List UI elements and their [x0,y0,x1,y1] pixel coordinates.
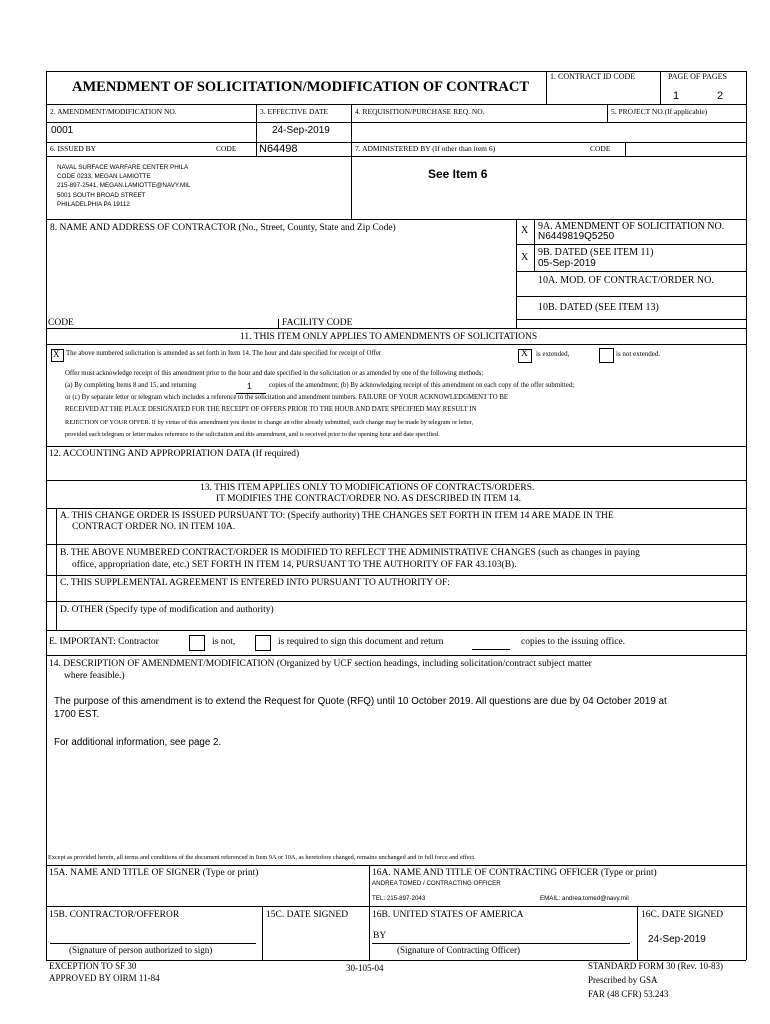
item-9a-value: N6449819Q5250 [538,231,615,242]
rule [278,319,279,328]
item-14-label: 14. DESCRIPTION OF AMENDMENT/MODIFICATION (Organized by UCF section headings, including solicitation/contract subject matter [49,659,592,669]
amendment-no-label: 2. AMENDMENT/MODIFICATION NO. [50,107,177,116]
administered-by-label: 7. ADMINISTERED BY (If other than item 6) [355,144,496,153]
issuer-line: NAVAL SURFACE WARFARE CENTER PHILA [57,164,189,171]
admin-code-label: CODE [590,144,611,153]
page-number: 1 [673,90,680,102]
contractor-is-not-checkbox[interactable] [189,635,205,651]
item-11-text: provided each telegram or letter makes reference to the solicitation and this amendment, and is received prior to the opening hour and date specified. [65,431,440,438]
footer-exception: EXCEPTION TO SF 30 [49,961,137,971]
footer-form-number: 30-105-04 [346,963,384,973]
rule [46,575,746,576]
rule [46,142,746,143]
item-14-label: where feasible.) [64,671,125,681]
item-16a-label: 16A. NAME AND TITLE OF CONTRACTING OFFICER (Type or print) [372,868,657,878]
contracting-officer-tel: TEL: 215-897-2043 [372,895,426,902]
contractor-code-label: CODE [48,318,74,328]
item-9b-x-mark: X [521,252,529,263]
item-9b-value: 05-Sep-2019 [538,258,596,269]
item-11-text: REJECTION OF YOUR OFFER. If by virtue of this amendment you desire to change an offer already submitted, such change may be made by telegram or letter, [65,419,474,426]
rule [46,71,47,960]
extended-label: is extended, [536,350,570,358]
is-not-label: is not, [212,637,236,647]
rule [660,71,661,104]
acknowledgment-copies-value: 1 [247,381,252,391]
contracting-officer-name: ANDREA TOMED / CONTRACTING OFFICER [372,880,501,887]
footer-standard-form: STANDARD FORM 30 (Rev. 10-83) [588,961,723,971]
footer-far: FAR (48 CFR) 53.243 [588,989,669,999]
effective-date-value: 24-Sep-2019 [272,125,330,136]
rule [637,906,638,960]
contractor-signature-caption: (Signature of person authorized to sign) [69,945,213,955]
item-11-text: RECEIVED AT THE PLACE DESIGNATED FOR THE RECEIPT OF OFFERS PRIOR TO THE HOUR AND DATE SPECIFIED MAY RESULT IN [65,406,477,413]
item-11-text: Offer must acknowledge receipt of this amendment prior to the hour and date specified in the solicitation or as amended by one of the following methods: [65,370,484,377]
rule [546,71,547,104]
item-16c-label: 16C. DATE SIGNED [641,910,724,920]
contractor-label: 8. NAME AND ADDRESS OF CONTRACTOR (No., Street, County, State and Zip Code) [50,223,396,233]
requisition-label: 4. REQUISITION/PURCHASE REQ. NO. [355,107,485,116]
rule [46,480,746,481]
rule [46,446,746,447]
issued-by-label: 6. ISSUED BY [50,144,97,153]
rule [46,122,746,123]
item-11-line: The above numbered solicitation is amended as set forth in Item 14. The hour and date specified for receipt of Offer [66,350,382,357]
item-13d-text: D. OTHER (Specify type of modification and authority) [60,605,274,615]
item-13b-text: office, appropriation date, etc.) SET FORTH IN ITEM 14, PURSUANT TO THE AUTHORITY OF FAR 43.103(B). [72,560,517,570]
rule [516,219,517,328]
contractor-is-required-checkbox[interactable] [255,635,271,651]
item-9a-x-mark: X [521,225,529,236]
issued-code-label: CODE [216,144,237,153]
item-11-title: 11. THIS ITEM ONLY APPLIES TO AMENDMENTS OF SOLICITATIONS [240,332,538,342]
rule [46,630,746,631]
rule [56,508,57,630]
project-no-label: 5. PROJECT NO.(If applicable) [611,107,708,116]
issuer-line: 5001 SOUTH BROAD STREET [57,192,146,199]
officer-signature-line[interactable] [372,943,630,944]
page-count: 2 [717,90,724,102]
not-extended-label: is not extended. [616,350,661,358]
see-item-6: See Item 6 [428,167,488,181]
item-e-label: E. IMPORTANT: Contractor [49,637,159,647]
amendment-no-value: 0001 [51,125,74,136]
copies-to-return-blank[interactable] [472,649,510,650]
effective-date-label: 3. EFFECTIVE DATE [260,107,329,116]
amendment-description: The purpose of this amendment is to extend the Request for Quote (RFQ) until 10 October 2019. All questions are due by 04 October 2019 at [54,696,667,707]
issuer-line: CODE 0233, MEGAN LAMIOTTE [57,173,151,180]
rule [46,71,746,72]
rule [516,244,746,245]
rule [516,296,746,297]
rule [262,906,263,960]
item-13a-text: A. THIS CHANGE ORDER IS ISSUED PURSUANT TO: (Specify authority) THE CHANGES SET FORTH IN ITEM 14 ARE MADE IN THE [60,511,614,521]
rule [46,655,746,656]
amendment-description: For additional information, see page 2. [54,737,222,748]
rule [625,142,626,156]
item-10a-label: 10A. MOD. OF CONTRACT/ORDER NO. [538,275,714,286]
item-13c-text: C. THIS SUPPLEMENTAL AGREEMENT IS ENTERED INTO PURSUANT TO AUTHORITY OF: [60,578,450,588]
rule [534,219,535,271]
rule [46,344,746,345]
rule [369,865,370,960]
rule [46,865,746,866]
extended-x-mark: X [521,349,528,359]
item-11-text: (a) By completing Items 8 and 15, and returning [65,382,197,389]
contract-id-code-label: 1. CONTRACT ID CODE [550,72,636,81]
copies-label: copies to the issuing office. [521,637,626,647]
item-9a-label: 9A. AMENDMENT OF SOLICITATION NO. [538,221,725,232]
item-13b-text: B. THE ABOVE NUMBERED CONTRACT/ORDER IS MODIFIED TO REFLECT THE ADMINISTRATIVE CHANGES (such as changes in paying [60,548,640,558]
form-title: AMENDMENT OF SOLICITATION/MODIFICATION OF CONTRACT [72,79,530,95]
solicitation-amended-x-mark: X [53,349,60,359]
amendment-description: 1700 EST. [54,709,100,720]
item-15c-label: 15C. DATE SIGNED [266,910,349,920]
item-12-label: 12. ACCOUNTING AND APPROPRIATION DATA (If required) [49,449,300,459]
rule [351,104,352,219]
officer-signature-caption: (Signature of Contracting Officer) [397,945,521,955]
page-of-pages-label: PAGE OF PAGES [668,72,727,81]
rule [256,142,257,156]
rule [516,271,746,272]
item-13-subtitle: IT MODIFIES THE CONTRACT/ORDER NO. AS DESCRIBED IN ITEM 14. [216,494,521,504]
by-label: BY [373,931,387,941]
is-required-label: is required to sign this document and return [278,637,444,647]
issuer-line: 215-897-2541, MEGAN.LAMIOTTE@NAVY.MIL [57,182,191,189]
rule [516,319,746,320]
contracting-officer-email: EMAIL: andrea.tomed@navy.mil [540,895,629,902]
item-10b-label: 10B. DATED (SEE ITEM 13) [538,302,659,313]
footer-prescribed: Prescribed by GSA [588,975,658,985]
item-13a-text: CONTRACT ORDER NO. IN ITEM 10A. [72,522,236,532]
rule [46,156,746,157]
item-9b-label: 9B. DATED (SEE ITEM 11) [538,247,654,258]
rule [46,328,746,329]
issuer-line: PHILADELPHIA PA 19112 [57,201,130,208]
item-11-text: copies of the amendment; (b) By acknowledging receipt of this amendment on each copy of the offer submitted; [269,382,575,389]
rule [256,104,257,142]
rule [46,601,746,602]
rule [46,544,746,545]
footer-approved: APPROVED BY OIRM 11-84 [49,973,160,983]
item-15b-label: 15B. CONTRACTOR/OFFEROR [49,910,180,920]
terms-unchanged-note: Except as provided herein, all terms and conditions of the document referenced in Item 9A or 10A, as heretofore changed, remains unchanged and in full force and effect. [48,854,476,861]
item-15a-label: 15A. NAME AND TITLE OF SIGNER (Type or print) [49,868,259,878]
rule [46,508,746,509]
item-11-text: or (c) By separate letter or telegram which includes a reference to the solicitation and amendment numbers. FAILURE OF YOUR ACKNOWLEDGMENT TO BE [65,394,509,401]
item-13-title: 13. THIS ITEM APPLIES ONLY TO MODIFICATIONS OF CONTRACTS/ORDERS. [200,483,535,493]
rule [46,104,746,105]
not-extended-checkbox[interactable] [599,348,614,363]
facility-code-label: FACILITY CODE [282,318,353,328]
rule [746,71,747,960]
rule [46,906,746,907]
rule [607,104,608,122]
date-signed-16c: 24-Sep-2019 [648,934,706,945]
rule [46,219,746,220]
issued-code-value: N64498 [259,143,298,155]
item-16b-label: 16B. UNITED STATES OF AMERICA [372,910,524,920]
contractor-signature-line[interactable] [50,943,256,944]
